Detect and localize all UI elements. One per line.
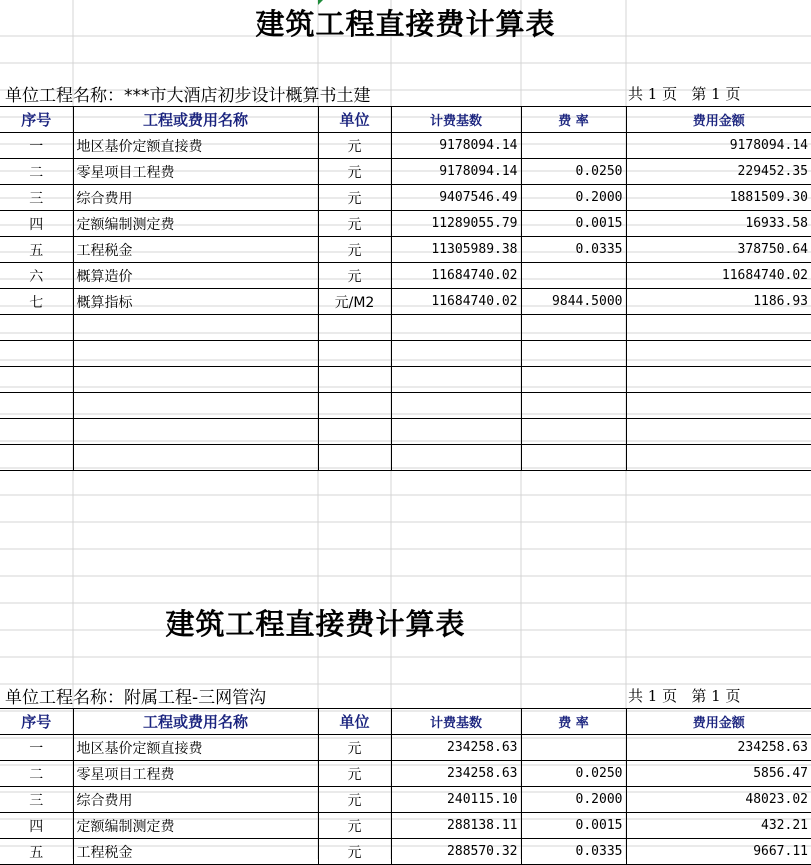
cell-rate[interactable] (521, 735, 626, 761)
cell-unit[interactable]: 元/M2 (318, 289, 391, 315)
cell-name[interactable]: 工程税金 (73, 237, 318, 263)
cell-rate[interactable] (521, 367, 626, 393)
cell-unit[interactable]: 元 (318, 133, 391, 159)
column-header-amount: 费用金额 (626, 709, 811, 735)
cell-amount[interactable]: 9667.11 (626, 839, 811, 865)
cell-unit[interactable] (318, 315, 391, 341)
sheet2-page-total: 共 1 页 (628, 687, 678, 705)
cell-rate[interactable] (521, 445, 626, 471)
cell-rate[interactable] (521, 341, 626, 367)
cell-name[interactable]: 零星项目工程费 (73, 761, 318, 787)
sheet1-title: 建筑工程直接费计算表 (255, 7, 556, 41)
cell-rate[interactable]: 0.2000 (521, 185, 626, 211)
cell-amount[interactable]: 234258.63 (626, 735, 811, 761)
table-row (0, 133, 811, 159)
column-header-name: 工程或费用名称 (73, 107, 318, 133)
cell-base[interactable]: 9178094.14 (391, 159, 521, 185)
cell-name[interactable]: 概算造价 (73, 263, 318, 289)
cell-unit[interactable] (318, 393, 391, 419)
table-row (0, 393, 811, 419)
cell-seq[interactable]: 七 (0, 289, 73, 315)
cell-amount[interactable]: 229452.35 (626, 159, 811, 185)
cell-seq[interactable]: 三 (0, 787, 73, 813)
cell-name[interactable]: 定额编制测定费 (73, 211, 318, 237)
cell-name[interactable]: 地区基价定额直接费 (73, 735, 318, 761)
sheet2-table (0, 708, 811, 865)
cell-unit[interactable]: 元 (318, 813, 391, 839)
cell-seq[interactable]: 一 (0, 133, 73, 159)
cell-name[interactable] (73, 367, 318, 393)
cell-amount[interactable]: 378750.64 (626, 237, 811, 263)
cell-base[interactable]: 11289055.79 (391, 211, 521, 237)
cell-seq[interactable]: 三 (0, 185, 73, 211)
cell-name[interactable] (73, 393, 318, 419)
table-row (0, 735, 811, 761)
sheet2-page-info (628, 685, 741, 706)
cell-unit[interactable] (318, 419, 391, 445)
cell-base[interactable] (391, 367, 521, 393)
column-header-unit: 单位 (318, 709, 391, 735)
cell-name[interactable]: 定额编制测定费 (73, 813, 318, 839)
cell-unit[interactable]: 元 (318, 787, 391, 813)
column-header-amount: 费用金额 (626, 107, 811, 133)
cell-seq[interactable]: 一 (0, 735, 73, 761)
cell-rate[interactable] (521, 263, 626, 289)
cell-unit[interactable] (318, 445, 391, 471)
column-header-name: 工程或费用名称 (73, 709, 318, 735)
cell-name[interactable] (73, 419, 318, 445)
table-row (0, 367, 811, 393)
cell-base[interactable]: 9178094.14 (391, 133, 521, 159)
cell-base[interactable] (391, 445, 521, 471)
cell-name[interactable]: 零星项目工程费 (73, 159, 318, 185)
cell-name[interactable]: 地区基价定额直接费 (73, 133, 318, 159)
table-row (0, 839, 811, 865)
cell-unit[interactable]: 元 (318, 735, 391, 761)
cell-rate[interactable]: 0.0250 (521, 761, 626, 787)
cell-base[interactable]: 234258.63 (391, 761, 521, 787)
table-row (0, 445, 811, 471)
sheet2-page-current: 第 1 页 (691, 687, 741, 705)
table-row (0, 761, 811, 787)
sheet2-title: 建筑工程直接费计算表 (165, 607, 466, 641)
cell-base[interactable] (391, 419, 521, 445)
column-header-rate: 费 率 (521, 107, 626, 133)
cell-seq[interactable] (0, 341, 73, 367)
cell-amount[interactable]: 1881509.30 (626, 185, 811, 211)
cell-amount[interactable]: 48023.02 (626, 787, 811, 813)
cell-name[interactable]: 综合费用 (73, 185, 318, 211)
comment-marker (318, 0, 323, 5)
cell-unit[interactable]: 元 (318, 237, 391, 263)
cell-seq[interactable]: 四 (0, 211, 73, 237)
cell-unit[interactable]: 元 (318, 185, 391, 211)
sheet2-unit-project: 单位工程名称：附属工程-三网管沟 (5, 688, 267, 708)
cell-seq[interactable]: 五 (0, 237, 73, 263)
cell-rate[interactable] (521, 133, 626, 159)
cell-unit[interactable] (318, 367, 391, 393)
cell-amount[interactable] (626, 315, 811, 341)
cell-name[interactable]: 工程税金 (73, 839, 318, 865)
cell-rate[interactable] (521, 393, 626, 419)
cell-amount[interactable] (626, 445, 811, 471)
cell-seq[interactable] (0, 445, 73, 471)
cell-seq[interactable]: 六 (0, 263, 73, 289)
table-row (0, 263, 811, 289)
cell-unit[interactable]: 元 (318, 839, 391, 865)
column-header-unit: 单位 (318, 107, 391, 133)
cell-amount[interactable]: 432.21 (626, 813, 811, 839)
table-header-row (0, 709, 811, 735)
cell-name[interactable] (73, 445, 318, 471)
cell-seq[interactable] (0, 315, 73, 341)
cell-base[interactable]: 11684740.02 (391, 289, 521, 315)
cell-name[interactable] (73, 341, 318, 367)
cell-seq[interactable]: 二 (0, 761, 73, 787)
cell-base[interactable]: 11684740.02 (391, 263, 521, 289)
table-row (0, 315, 811, 341)
table-row (0, 813, 811, 839)
cell-name[interactable] (73, 315, 318, 341)
cell-base[interactable]: 234258.63 (391, 735, 521, 761)
cell-base[interactable]: 9407546.49 (391, 185, 521, 211)
cell-name[interactable]: 概算指标 (73, 289, 318, 315)
table-header-row (0, 107, 811, 133)
sheet1-unit-project: 单位工程名称：***市大酒店初步设计概算书土建 (5, 86, 371, 106)
sheet1-page-current: 第 1 页 (691, 85, 741, 103)
cell-rate[interactable]: 0.0335 (521, 237, 626, 263)
cell-rate[interactable]: 0.0015 (521, 813, 626, 839)
cell-amount[interactable]: 11684740.02 (626, 263, 811, 289)
cell-amount[interactable]: 1186.93 (626, 289, 811, 315)
cell-rate[interactable]: 9844.5000 (521, 289, 626, 315)
cell-base[interactable] (391, 393, 521, 419)
cell-rate[interactable]: 0.0335 (521, 839, 626, 865)
table-row (0, 341, 811, 367)
column-header-base: 计费基数 (391, 709, 521, 735)
cell-amount[interactable]: 5856.47 (626, 761, 811, 787)
cell-amount[interactable] (626, 341, 811, 367)
cell-base[interactable] (391, 341, 521, 367)
cell-seq[interactable]: 五 (0, 839, 73, 865)
table-row (0, 159, 811, 185)
cell-rate[interactable]: 0.2000 (521, 787, 626, 813)
cell-amount[interactable]: 9178094.14 (626, 133, 811, 159)
cell-unit[interactable]: 元 (318, 761, 391, 787)
cell-unit[interactable]: 元 (318, 159, 391, 185)
cell-base[interactable]: 288570.32 (391, 839, 521, 865)
cell-seq[interactable]: 二 (0, 159, 73, 185)
cell-unit[interactable]: 元 (318, 211, 391, 237)
column-header-seq: 序号 (0, 107, 73, 133)
table-row (0, 211, 811, 237)
cell-rate[interactable] (521, 419, 626, 445)
cell-base[interactable]: 288138.11 (391, 813, 521, 839)
table-row (0, 185, 811, 211)
table-row (0, 237, 811, 263)
cell-seq[interactable] (0, 419, 73, 445)
cell-amount[interactable] (626, 367, 811, 393)
table-row (0, 419, 811, 445)
cell-amount[interactable] (626, 393, 811, 419)
cell-seq[interactable] (0, 367, 73, 393)
table-row (0, 787, 811, 813)
cell-base[interactable]: 11305989.38 (391, 237, 521, 263)
cell-rate[interactable]: 0.0250 (521, 159, 626, 185)
cell-rate[interactable]: 0.0015 (521, 211, 626, 237)
cell-unit[interactable] (318, 341, 391, 367)
column-header-base: 计费基数 (391, 107, 521, 133)
cell-base[interactable] (391, 315, 521, 341)
cell-base[interactable]: 240115.10 (391, 787, 521, 813)
sheet1-page-total: 共 1 页 (628, 85, 678, 103)
cell-seq[interactable]: 四 (0, 813, 73, 839)
cell-amount[interactable] (626, 419, 811, 445)
cell-name[interactable]: 综合费用 (73, 787, 318, 813)
sheet1-page-info (628, 83, 741, 104)
sheet1-table (0, 106, 811, 471)
cell-amount[interactable]: 16933.58 (626, 211, 811, 237)
cell-rate[interactable] (521, 315, 626, 341)
column-header-rate: 费 率 (521, 709, 626, 735)
cell-unit[interactable]: 元 (318, 263, 391, 289)
table-row (0, 289, 811, 315)
column-header-seq: 序号 (0, 709, 73, 735)
cell-seq[interactable] (0, 393, 73, 419)
